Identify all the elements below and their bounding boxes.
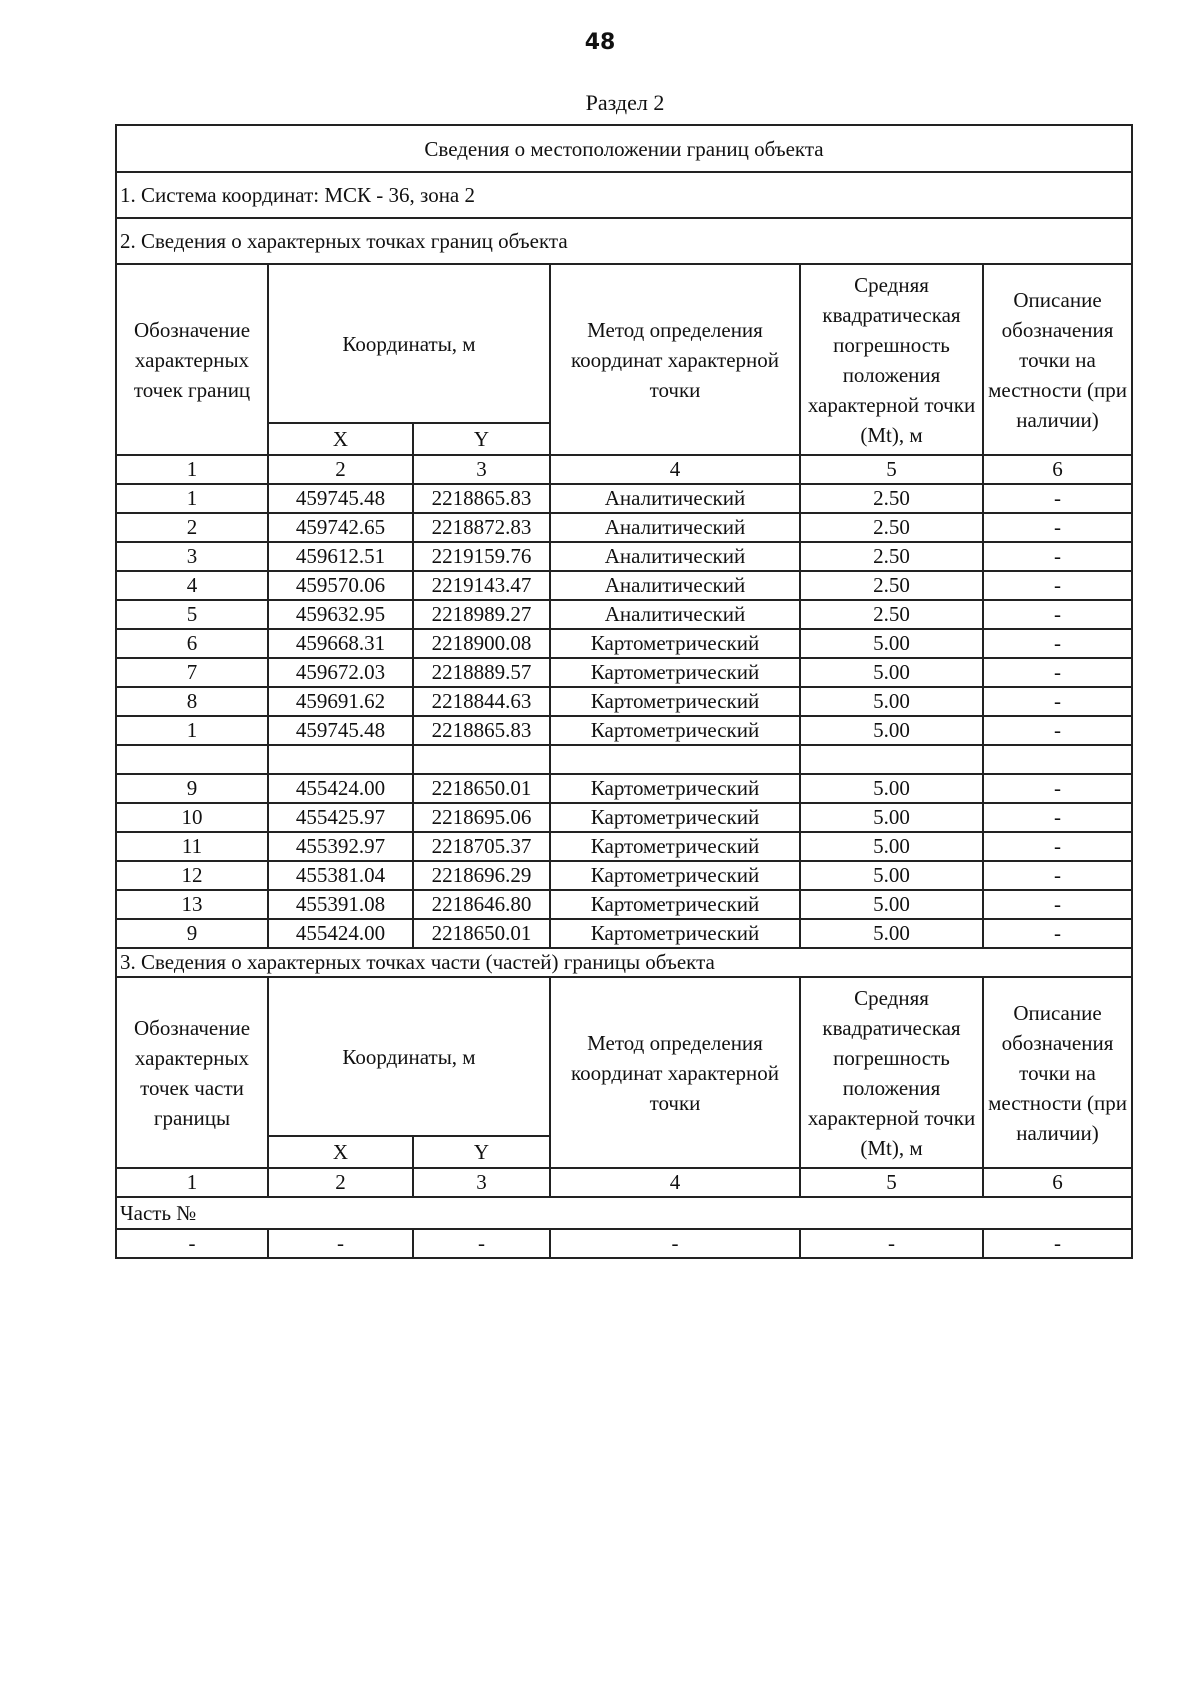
method-cell: Картометрический bbox=[550, 629, 800, 658]
parts-header-method: Метод определения координат характерной точки bbox=[550, 977, 800, 1168]
parts-header-y: Y bbox=[413, 1136, 550, 1168]
column-number: 3 bbox=[413, 1168, 550, 1197]
method-cell: Картометрический bbox=[550, 832, 800, 861]
coord-x: 459570.06 bbox=[268, 571, 413, 600]
table-row bbox=[116, 832, 1132, 861]
point-number: 11 bbox=[116, 832, 268, 861]
point-number: 9 bbox=[116, 919, 268, 948]
coord-y: 2218865.83 bbox=[413, 716, 550, 745]
coord-y: 2218650.01 bbox=[413, 774, 550, 803]
table-row bbox=[116, 890, 1132, 919]
coord-x: 459672.03 bbox=[268, 658, 413, 687]
empty-cell bbox=[268, 745, 413, 774]
description-cell: - bbox=[983, 600, 1132, 629]
part-row bbox=[116, 1229, 1132, 1258]
point-number: 1 bbox=[116, 484, 268, 513]
parts-column-numbers-row bbox=[116, 1168, 1132, 1197]
parts-heading: 3. Сведения о характерных точках части (частей) границы объекта bbox=[116, 948, 1132, 977]
column-number: 1 bbox=[116, 1168, 268, 1197]
header-point-designation: Обозначение характерных точек границ bbox=[116, 264, 268, 455]
coord-y: 2218865.83 bbox=[413, 484, 550, 513]
contour-separator-row bbox=[116, 745, 1132, 774]
description-cell: - bbox=[983, 919, 1132, 948]
empty-cell bbox=[413, 745, 550, 774]
coord-y: 2218889.57 bbox=[413, 658, 550, 687]
mt-cell: 5.00 bbox=[800, 658, 983, 687]
column-number: 4 bbox=[550, 1168, 800, 1197]
coord-y: 2218900.08 bbox=[413, 629, 550, 658]
point-number: 7 bbox=[116, 658, 268, 687]
table-row bbox=[116, 629, 1132, 658]
part-cell: - bbox=[116, 1229, 268, 1258]
part-cell: - bbox=[268, 1229, 413, 1258]
method-cell: Аналитический bbox=[550, 513, 800, 542]
boundaries-table bbox=[115, 124, 1133, 1259]
coord-x: 455391.08 bbox=[268, 890, 413, 919]
page-number: 48 bbox=[584, 30, 616, 55]
table-row bbox=[116, 600, 1132, 629]
mt-cell: 2.50 bbox=[800, 600, 983, 629]
method-cell: Аналитический bbox=[550, 600, 800, 629]
point-number: 4 bbox=[116, 571, 268, 600]
description-cell: - bbox=[983, 890, 1132, 919]
coord-y: 2218646.80 bbox=[413, 890, 550, 919]
point-number: 10 bbox=[116, 803, 268, 832]
method-cell: Картометрический bbox=[550, 687, 800, 716]
coord-y: 2218650.01 bbox=[413, 919, 550, 948]
column-number: 2 bbox=[268, 1168, 413, 1197]
point-number: 3 bbox=[116, 542, 268, 571]
section-title: Раздел 2 bbox=[585, 90, 665, 115]
description-cell: - bbox=[983, 542, 1132, 571]
coord-x: 459745.48 bbox=[268, 484, 413, 513]
method-cell: Аналитический bbox=[550, 571, 800, 600]
coord-system: 1. Система координат: МСК - 36, зона 2 bbox=[116, 172, 1132, 218]
parts-header-error: Средняя квадратическая погрешность положения характерной точки (Mt), м bbox=[800, 977, 983, 1168]
method-cell: Аналитический bbox=[550, 484, 800, 513]
part-label: Часть № bbox=[116, 1197, 1132, 1229]
point-number: 8 bbox=[116, 687, 268, 716]
coord-y: 2218696.29 bbox=[413, 861, 550, 890]
table-row bbox=[116, 687, 1132, 716]
method-cell: Картометрический bbox=[550, 658, 800, 687]
table-row bbox=[116, 774, 1132, 803]
mt-cell: 2.50 bbox=[800, 542, 983, 571]
coord-x: 455425.97 bbox=[268, 803, 413, 832]
column-number: 6 bbox=[983, 455, 1132, 484]
method-cell: Картометрический bbox=[550, 803, 800, 832]
description-cell: - bbox=[983, 861, 1132, 890]
coord-x: 459745.48 bbox=[268, 716, 413, 745]
coord-x: 455424.00 bbox=[268, 919, 413, 948]
table-row bbox=[116, 513, 1132, 542]
point-number: 5 bbox=[116, 600, 268, 629]
header-error: Средняя квадратическая погрешность положения характерной точки (Mt), м bbox=[800, 264, 983, 455]
description-cell: - bbox=[983, 687, 1132, 716]
point-number: 13 bbox=[116, 890, 268, 919]
coord-x: 459668.31 bbox=[268, 629, 413, 658]
points-heading: 2. Сведения о характерных точках границ объекта bbox=[116, 218, 1132, 264]
coord-y: 2219159.76 bbox=[413, 542, 550, 571]
coord-y: 2218695.06 bbox=[413, 803, 550, 832]
table-row bbox=[116, 542, 1132, 571]
part-cell: - bbox=[800, 1229, 983, 1258]
header-y: Y bbox=[413, 423, 550, 455]
description-cell: - bbox=[983, 484, 1132, 513]
coord-x: 459691.62 bbox=[268, 687, 413, 716]
mt-cell: 2.50 bbox=[800, 484, 983, 513]
table-row bbox=[116, 716, 1132, 745]
coord-y: 2218705.37 bbox=[413, 832, 550, 861]
mt-cell: 5.00 bbox=[800, 629, 983, 658]
method-cell: Картометрический bbox=[550, 774, 800, 803]
method-cell: Картометрический bbox=[550, 716, 800, 745]
table-row bbox=[116, 861, 1132, 890]
column-number: 5 bbox=[800, 1168, 983, 1197]
method-cell: Картометрический bbox=[550, 919, 800, 948]
part-cell: - bbox=[550, 1229, 800, 1258]
mt-cell: 2.50 bbox=[800, 513, 983, 542]
point-number: 6 bbox=[116, 629, 268, 658]
description-cell: - bbox=[983, 571, 1132, 600]
method-cell: Картометрический bbox=[550, 890, 800, 919]
header-description: Описание обозначения точки на местности (при наличии) bbox=[983, 264, 1132, 455]
coord-y: 2218989.27 bbox=[413, 600, 550, 629]
description-cell: - bbox=[983, 629, 1132, 658]
mt-cell: 5.00 bbox=[800, 919, 983, 948]
parts-header-x: X bbox=[268, 1136, 413, 1168]
empty-cell bbox=[116, 745, 268, 774]
column-numbers-row bbox=[116, 455, 1132, 484]
coord-x: 459612.51 bbox=[268, 542, 413, 571]
empty-cell bbox=[800, 745, 983, 774]
empty-cell bbox=[550, 745, 800, 774]
mt-cell: 5.00 bbox=[800, 774, 983, 803]
description-cell: - bbox=[983, 803, 1132, 832]
header-method: Метод определения координат характерной точки bbox=[550, 264, 800, 455]
empty-cell bbox=[983, 745, 1132, 774]
part-cell: - bbox=[413, 1229, 550, 1258]
method-cell: Аналитический bbox=[550, 542, 800, 571]
mt-cell: 5.00 bbox=[800, 687, 983, 716]
column-number: 6 bbox=[983, 1168, 1132, 1197]
coord-y: 2218872.83 bbox=[413, 513, 550, 542]
point-number: 9 bbox=[116, 774, 268, 803]
mt-cell: 5.00 bbox=[800, 890, 983, 919]
mt-cell: 2.50 bbox=[800, 571, 983, 600]
description-cell: - bbox=[983, 513, 1132, 542]
table-title: Сведения о местоположении границ объекта bbox=[116, 125, 1132, 172]
point-number: 2 bbox=[116, 513, 268, 542]
column-number: 2 bbox=[268, 455, 413, 484]
column-number: 5 bbox=[800, 455, 983, 484]
table-row bbox=[116, 658, 1132, 687]
table-row bbox=[116, 484, 1132, 513]
header-coordinates: Координаты, м bbox=[268, 264, 550, 423]
column-number: 3 bbox=[413, 455, 550, 484]
parts-header-point-designation: Обозначение характерных точек части границы bbox=[116, 977, 268, 1168]
mt-cell: 5.00 bbox=[800, 832, 983, 861]
mt-cell: 5.00 bbox=[800, 861, 983, 890]
parts-header-coordinates: Координаты, м bbox=[268, 977, 550, 1136]
coord-x: 459742.65 bbox=[268, 513, 413, 542]
description-cell: - bbox=[983, 658, 1132, 687]
parts-header-description: Описание обозначения точки на местности (при наличии) bbox=[983, 977, 1132, 1168]
coord-y: 2219143.47 bbox=[413, 571, 550, 600]
coord-x: 459632.95 bbox=[268, 600, 413, 629]
column-number: 4 bbox=[550, 455, 800, 484]
method-cell: Картометрический bbox=[550, 861, 800, 890]
description-cell: - bbox=[983, 716, 1132, 745]
part-cell: - bbox=[983, 1229, 1132, 1258]
coord-x: 455381.04 bbox=[268, 861, 413, 890]
description-cell: - bbox=[983, 774, 1132, 803]
point-number: 1 bbox=[116, 716, 268, 745]
mt-cell: 5.00 bbox=[800, 803, 983, 832]
description-cell: - bbox=[983, 832, 1132, 861]
table-row bbox=[116, 803, 1132, 832]
table-row bbox=[116, 919, 1132, 948]
column-number: 1 bbox=[116, 455, 268, 484]
coord-x: 455392.97 bbox=[268, 832, 413, 861]
header-x: X bbox=[268, 423, 413, 455]
mt-cell: 5.00 bbox=[800, 716, 983, 745]
coord-x: 455424.00 bbox=[268, 774, 413, 803]
point-number: 12 bbox=[116, 861, 268, 890]
table-row bbox=[116, 571, 1132, 600]
coord-y: 2218844.63 bbox=[413, 687, 550, 716]
